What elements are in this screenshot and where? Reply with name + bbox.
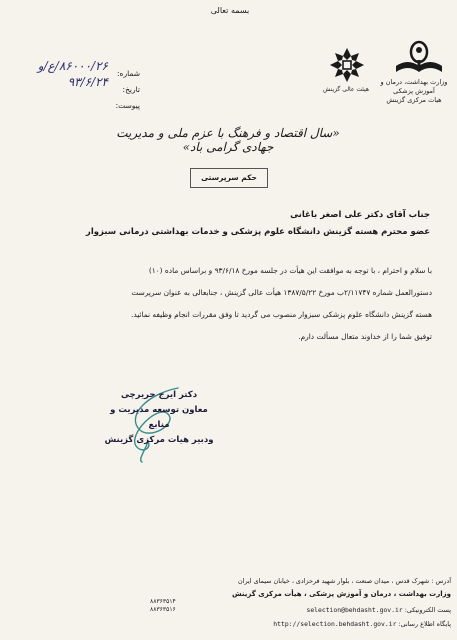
body-line: هسته گزینش دانشگاه علوم پزشکی سبزوار منصوب می گردید تا وفق مقررات انجام وظیفه نمائید. [130, 310, 432, 319]
site-link[interactable]: http://selection.behdasht.gov.ir [273, 620, 397, 628]
letter-number: ۸۶۰۰۰/۲۶/ع/و [37, 59, 108, 73]
selection-logo-caption: هیئت عالی گزینش [322, 86, 370, 93]
body-line: دستورالعمل شماره ۲/۱۱۷۴۷ب مورخ ۱۳۸۷/۵/۲۲ هیأت عالی گزینش ، جنابعالی به عنوان سرپرست [131, 288, 432, 297]
year-slogan: «سال اقتصاد و فرهنگ با عزم ملی و مدیریت جهادی گرامی باد» [116, 126, 340, 154]
number-label: شماره: [117, 69, 140, 78]
meta-values [8, 58, 108, 90]
footer-email-row [176, 606, 451, 614]
bismillah: بسمه تعالی [210, 6, 250, 15]
attachment-label: پیوست: [115, 101, 140, 110]
letter-body [50, 260, 432, 348]
date-label: تاریخ: [122, 85, 140, 94]
site-label: پایگاه اطلاع رسانی: [398, 620, 451, 628]
footer-phones [150, 598, 190, 614]
phone-number: ۸۸۳۶۳۵۱۶ [150, 606, 176, 613]
phone-number: ۸۸۳۶۳۵۱۴ [150, 598, 176, 605]
ministry-logo-caption: وزارت بهداشت، درمان و آموزش پزشکی هیات مرکزی گزینش [380, 78, 448, 104]
footer-address: آدرس : شهرک قدس ، میدان صنعت ، بلوار شهید فرحزادی ، خیابان سیمای ایران [238, 577, 451, 585]
body-line: با سلام و احترام ، با توجه به موافقت این هیأت در جلسه مورخ ۹۳/۶/۱۸ و براساس ماده (۱۰) [148, 266, 432, 275]
recipient-title: عضو محترم هسته گزینش دانشگاه علوم پزشکی و خدمات بهداشتی درمانی سبزوار [85, 227, 430, 237]
title-box: حکم سرپرستی [190, 168, 268, 188]
signatory-name: دکتر ایرج حریرچی [120, 390, 198, 400]
signatory-role: ودبیر هیات مرکزی گزینش [104, 435, 214, 445]
footer-site-row [176, 620, 451, 628]
email-label: پست الکترونیکی: [404, 606, 451, 614]
recipient-name: جناب آقای دکتر علی اصغر باغانی [290, 210, 430, 220]
signatory-role: معاون توسعه مدیریت و منابع [110, 405, 208, 430]
letter-date: ۹۳/۶/۲۴ [67, 75, 108, 89]
body-line: توفیق شما را از خداوند متعال مسألت دارم. [298, 332, 432, 341]
email-link[interactable]: selection@behdasht.gov.ir [306, 606, 403, 614]
selection-emblem-icon [328, 46, 366, 84]
footer-org: وزارت بهداشت ، درمان و آموزش پزشکی ، هیأت مرکزی گزینش [232, 590, 451, 598]
signature-block [100, 388, 218, 448]
ministry-logo-icon [392, 36, 446, 76]
